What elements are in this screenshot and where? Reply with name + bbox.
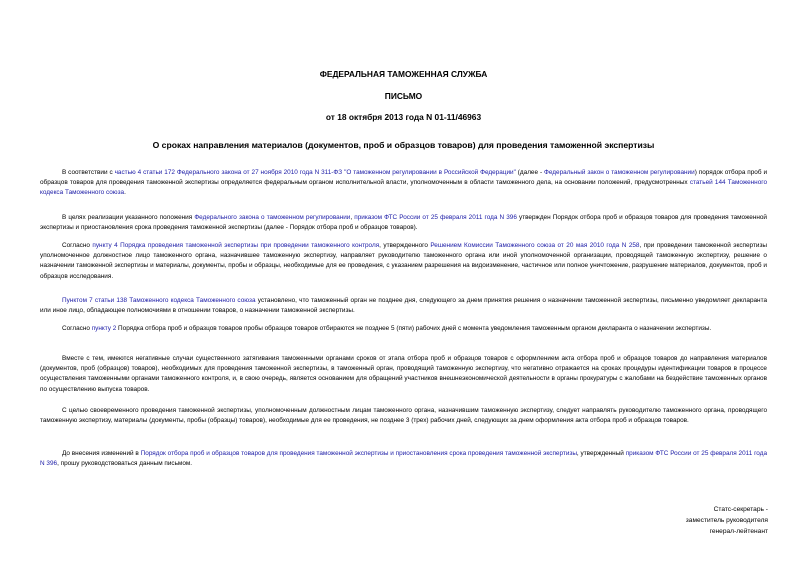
paragraph-text: , <box>350 214 355 221</box>
paragraph-text: (далее - <box>515 169 545 176</box>
document-link[interactable]: Порядок отбора проб и образцов товаров для проведения таможенной экспертизы и приостановления срока проведения таможенной экспертизы <box>140 450 577 457</box>
paragraph-text: установлено, что таможенный орган не позднее дня, следующего за днем принятия решения о назначении таможенной экспертизы, письменно уведомляет декларанта или иное лицо, обладающее полномочиями в отношении товаров, о назначении таможенной экспертизы. <box>40 297 768 315</box>
paragraph-1 <box>40 168 767 199</box>
paragraph-6 <box>40 354 767 395</box>
paragraph-text: , утвержденного <box>379 242 431 249</box>
paragraph-3 <box>40 241 767 282</box>
paragraph-text: , прошу руководствоваться данным письмом. <box>57 460 193 468</box>
paragraph-text: , утвержденный <box>576 450 626 457</box>
paragraph-7 <box>40 406 767 426</box>
document-link[interactable]: Федерального закона о таможенном регулировании <box>194 214 351 221</box>
paragraph-8 <box>40 449 767 469</box>
paragraph-text: Согласно <box>62 325 92 332</box>
paragraph-text: В целях реализации указанного положения <box>62 214 195 221</box>
paragraph-text: утвержден Порядок отбора проб и образцов товаров для проведения таможенной экспертизы и приостановления срока проведения таможенной экспертизы (далее - Порядок отбора проб и образцов товаров). <box>40 214 768 232</box>
paragraph-text: В соответствии с <box>62 169 115 176</box>
signature-rank: генерал-лейтенант <box>709 528 768 535</box>
paragraph-text: С целью своевременного проведения таможенной экспертизы, уполномоченным должностным лицам таможенного органа, назначившим таможенную экспертизу, следует направлять руководителю таможенного органа, проводящего таможенную экспертизу, материалы (документы, пробы (образцы) товаров), необходимые для ее проведения, не позднее 3 (трех) рабочих дней, следующих за днем оформления акта отбора проб и образцов товаров. <box>40 407 767 425</box>
paragraph-4 <box>40 296 767 316</box>
document-subject: О сроках направления материалов (документов, проб и образцов товаров) для проведения таможенной экспертизы <box>152 140 655 150</box>
document-link[interactable]: Федеральный закон о таможенном регулировании <box>544 169 695 176</box>
paragraph-text: , при проведении таможенной экспертизы уполномоченное должностное лицо таможенного органа, назначившее таможенную экспертизу, направляет руководителю таможенного органа или иной уполномоченной организации, проводящей таможенную экспертизу, решение о назначении таможенной экспертизы и материалы, документы, пробы и образцы, необходимые для ее проведения, с указанием разрешения на видоизменение, частичное или полное уничтожение, разрушение материалов, документов, проб и образцов исследования. <box>40 242 767 280</box>
paragraph-text: До внесения изменений в <box>62 450 141 457</box>
document-link[interactable]: приказом ФТС России от 25 февраля 2011 года N 396 <box>354 214 517 221</box>
document-link[interactable]: Решением Комиссии Таможенного союза от 20 мая 2010 года N 258 <box>430 242 640 249</box>
document-link[interactable]: статьей 144 Таможенного кодекса Таможенного союза <box>40 179 768 197</box>
agency-name: ФЕДЕРАЛЬНАЯ ТАМОЖЕННАЯ СЛУЖБА <box>319 69 488 79</box>
paragraph-5 <box>40 324 767 334</box>
document-link[interactable]: пункту 2 <box>91 325 117 332</box>
document-date-number: от 18 октября 2013 года N 01-11/46963 <box>325 112 482 122</box>
paragraph-text: Порядка отбора проб и образцов товаров пробы образцов товаров отбираются не позднее 5 (пяти) рабочих дней с момента уведомления таможенным органом декларанта о назначении экспертизы. <box>116 325 712 332</box>
paragraph-2 <box>40 213 767 233</box>
paragraph-text: Вместе с тем, имеются негативные случаи существенного затягивания таможенными органами сроков от этапа отбора проб и образцов товаров с оформлением акта отбора проб и образцов товаров до направления материалов (документов, проб (образцов) товаров), необходимых для проведения таможенной экспертизы, в таможенный орган, проводящий таможенную экспертизу, что негативно отражается на сроках процедуры идентификации товаров в процессе осуществления таможенными органами таможенного контроля, и, в свою очередь, является основанием для обращений участников внешнеэкономической деятельности в органы прокуратуры с жалобами на бездействие таможенных органов по осуществлению выпуска товаров. <box>40 355 767 393</box>
document-link[interactable]: пункту 4 Порядка проведения таможенной экспертизы при проведении таможенного контроля <box>92 242 380 249</box>
paragraph-text: ) порядок отбора проб и образцов товаров для проведения таможенной экспертизы определяется федеральным органом исполнительной власти, уполномоченным в области таможенного дела, на основании положений, предусмотренных <box>40 169 768 187</box>
signature-title-1: Статс-секретарь - <box>713 506 768 513</box>
paragraph-text: Согласно <box>62 242 93 249</box>
paragraph-text: . <box>124 189 126 197</box>
signature-title-2: заместитель руководителя <box>685 517 768 524</box>
document-link[interactable]: приказом ФТС России от 25 февраля 2011 года N 396 <box>40 450 767 468</box>
document-type: ПИСЬМО <box>384 91 423 101</box>
document-link[interactable]: частью 4 статьи 172 Федерального закона от 27 ноября 2010 года N 311-ФЗ "О таможенном регулировании в Российской Федерации" <box>114 169 516 176</box>
document-link[interactable]: Пунктом 7 статьи 138 Таможенного кодекса Таможенного союза <box>62 297 256 304</box>
